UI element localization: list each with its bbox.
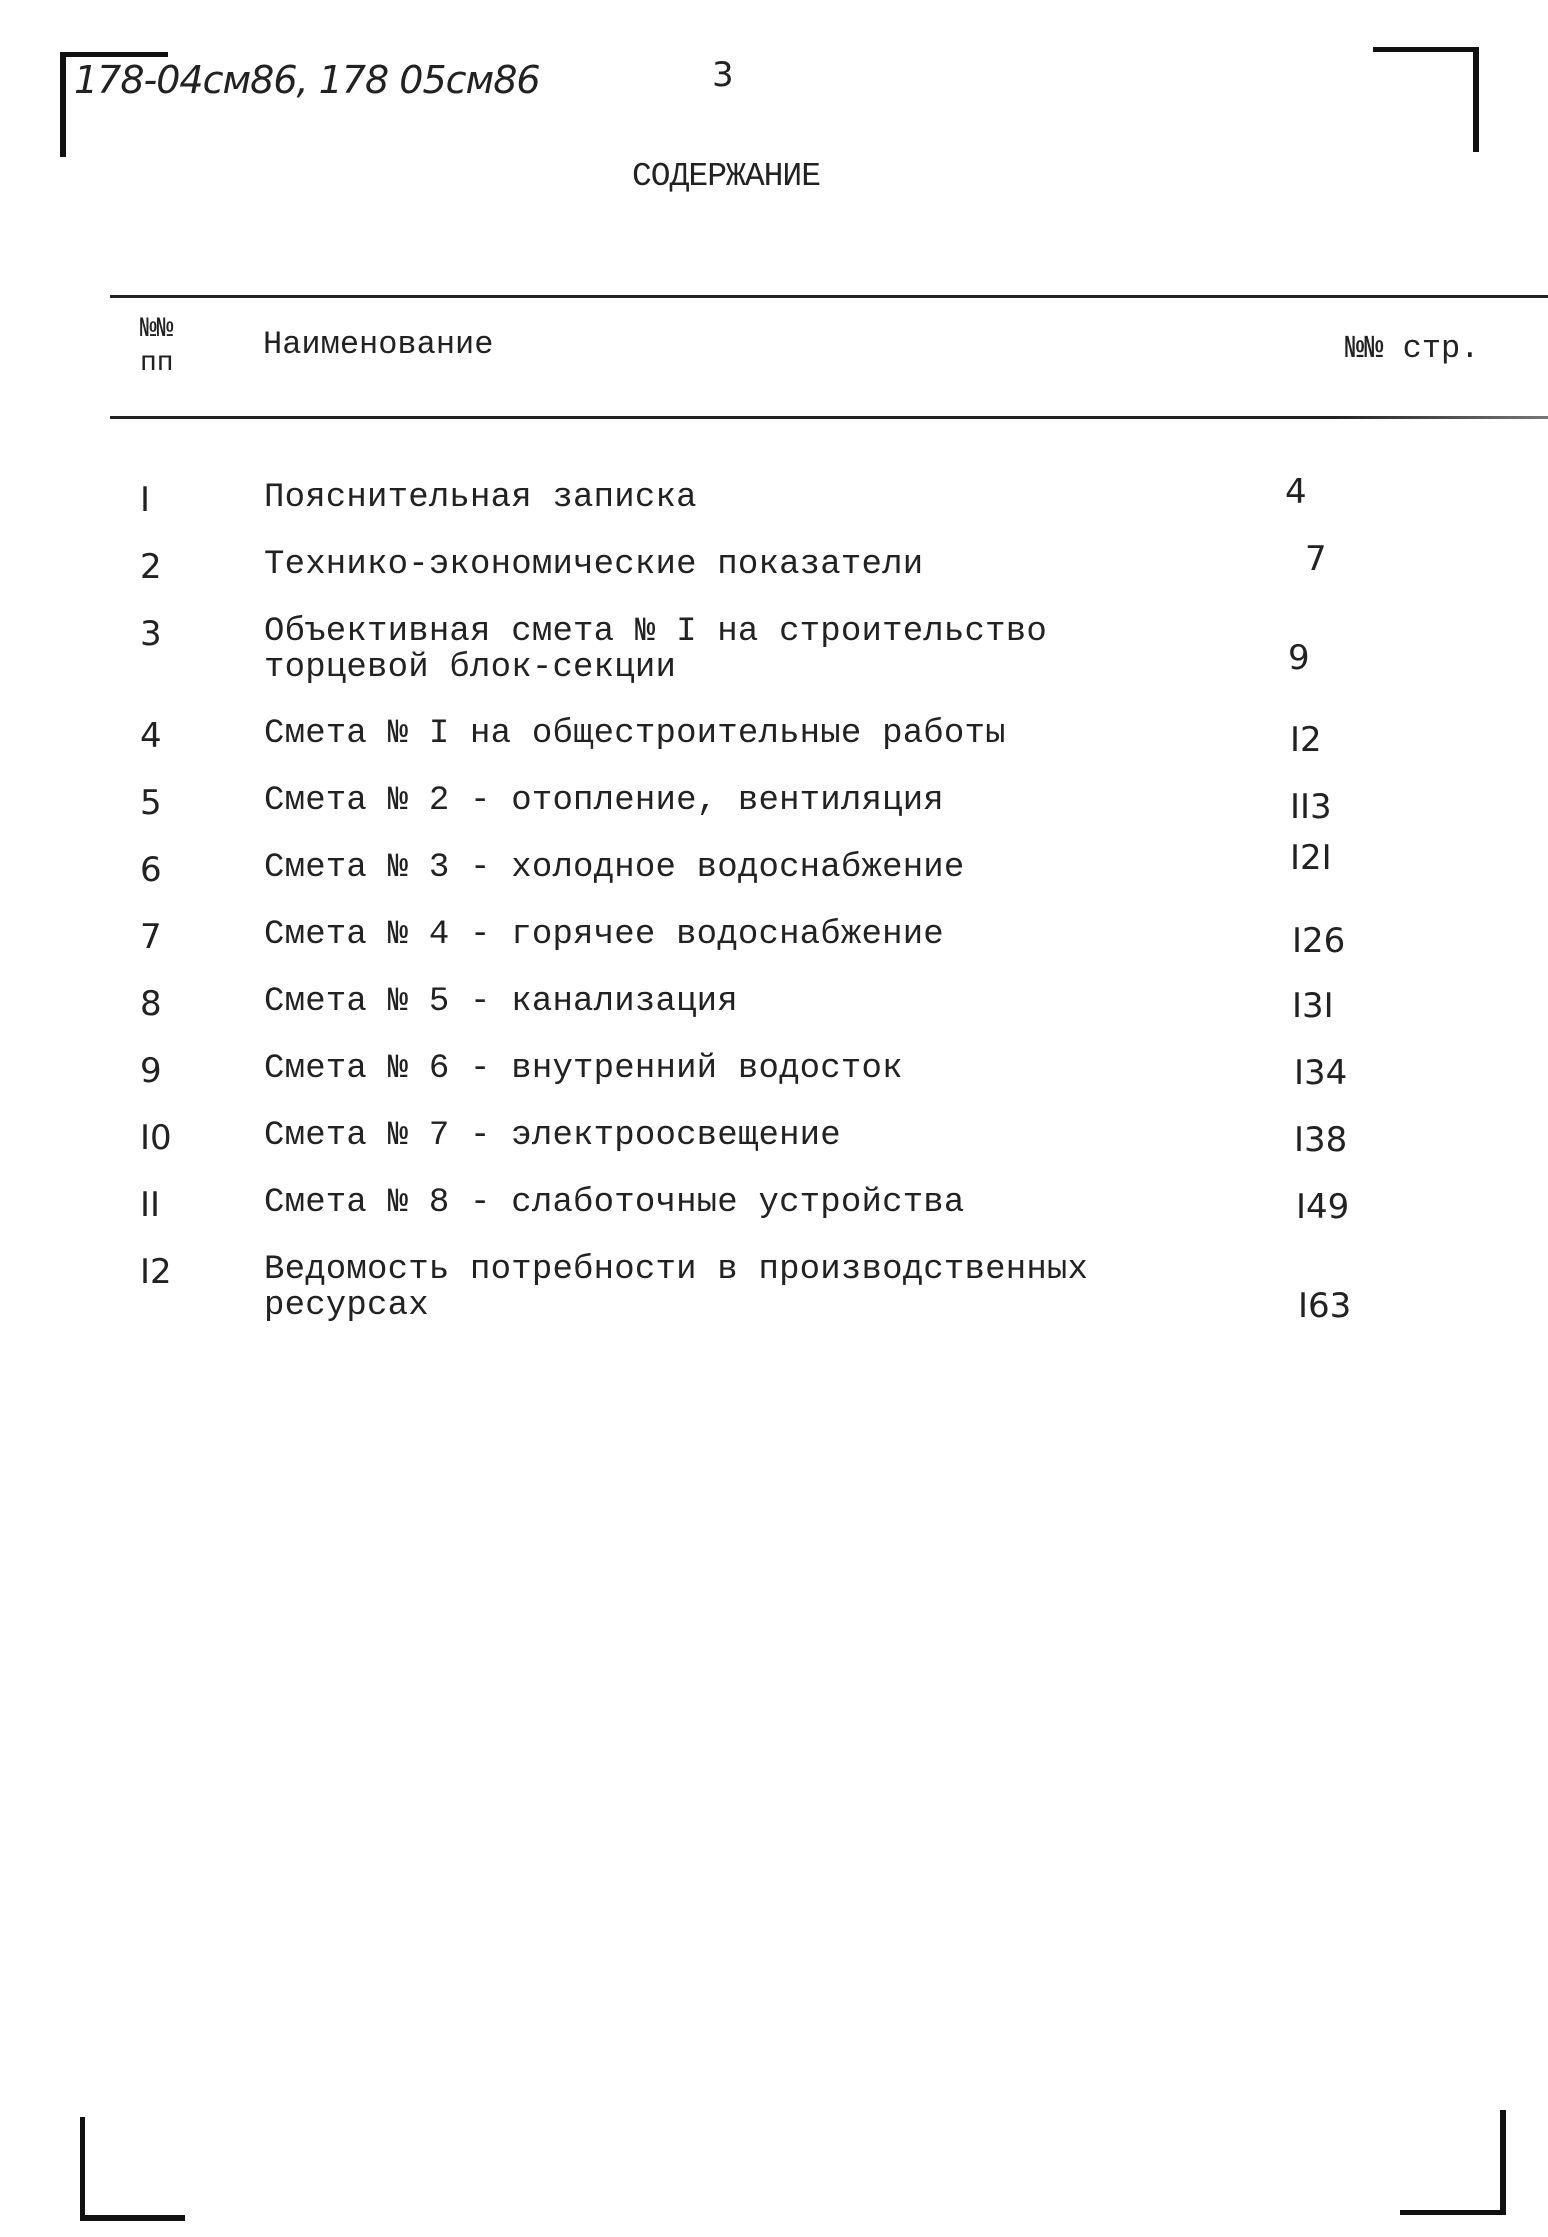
corner-mark-top-right: [1373, 47, 1479, 152]
toc-row-name: Пояснительная записка: [264, 479, 697, 517]
toc-row-name: Смета № 8 - слаботочные устройства: [264, 1184, 965, 1222]
toc-row-page: I34: [1294, 1053, 1348, 1093]
toc-row-number: I2: [140, 1252, 172, 1292]
toc-row-name: Смета № 3 - холодное водоснабжение: [264, 849, 965, 887]
toc-row-name: Смета № 4 - горячее водоснабжение: [264, 916, 944, 954]
toc-row-page: I2: [1290, 720, 1322, 760]
document-code: 178-04см86, 178 05см86: [74, 58, 540, 102]
toc-row-name: Смета № 2 - отопление, вентиляция: [264, 782, 944, 820]
toc-row-name: Технико-экономические показатели: [264, 546, 924, 584]
column-header-number: №№ пп: [140, 314, 174, 379]
corner-mark-bottom-left: [80, 2117, 185, 2221]
column-header-name: Наименование: [263, 326, 494, 363]
column-header-page: №№ стр.: [1345, 330, 1480, 367]
toc-row-page: 7: [1305, 539, 1327, 579]
toc-row-page: I2I: [1290, 838, 1332, 878]
toc-row-number: 4: [140, 716, 162, 756]
toc-row-name: Объективная смета № I на строительство торцевой блок-секции: [264, 613, 1047, 687]
toc-row-name: Смета № 5 - канализация: [264, 983, 738, 1021]
toc-row-number: 3: [140, 614, 162, 654]
page-number: 3: [712, 55, 734, 95]
table-header-rule: [110, 416, 1548, 419]
toc-row-number: 2: [140, 547, 162, 587]
toc-row-name: Смета № 6 - внутренний водосток: [264, 1050, 903, 1088]
toc-row-number: 9: [140, 1051, 162, 1091]
toc-row-number: I: [140, 480, 151, 520]
toc-row-number: 6: [140, 850, 162, 890]
toc-row-number: 7: [140, 917, 162, 957]
toc-row-page: 4: [1285, 472, 1307, 512]
table-top-rule: [110, 295, 1548, 298]
toc-row-name: Смета № I на общестроительные работы: [264, 715, 1006, 753]
toc-row-number: 8: [140, 984, 162, 1024]
toc-row-page: I38: [1294, 1120, 1348, 1160]
toc-row-page: I63: [1298, 1286, 1352, 1326]
toc-row-number: II: [140, 1185, 161, 1225]
toc-row-page: I26: [1292, 921, 1346, 961]
toc-row-page: 9: [1288, 638, 1310, 678]
toc-row-page: I3I: [1292, 986, 1334, 1026]
corner-mark-bottom-right: [1400, 2110, 1506, 2215]
toc-row-name: Ведомость потребности в производственных ресурсах: [264, 1251, 1089, 1325]
page-title: СОДЕРЖАНИЕ: [632, 158, 821, 195]
toc-row-page: I49: [1296, 1187, 1350, 1227]
toc-row-number: 5: [140, 783, 162, 823]
toc-row-name: Смета № 7 - электроосвещение: [264, 1117, 841, 1155]
toc-row-page: II3: [1290, 787, 1332, 827]
toc-row-number: I0: [140, 1118, 172, 1158]
